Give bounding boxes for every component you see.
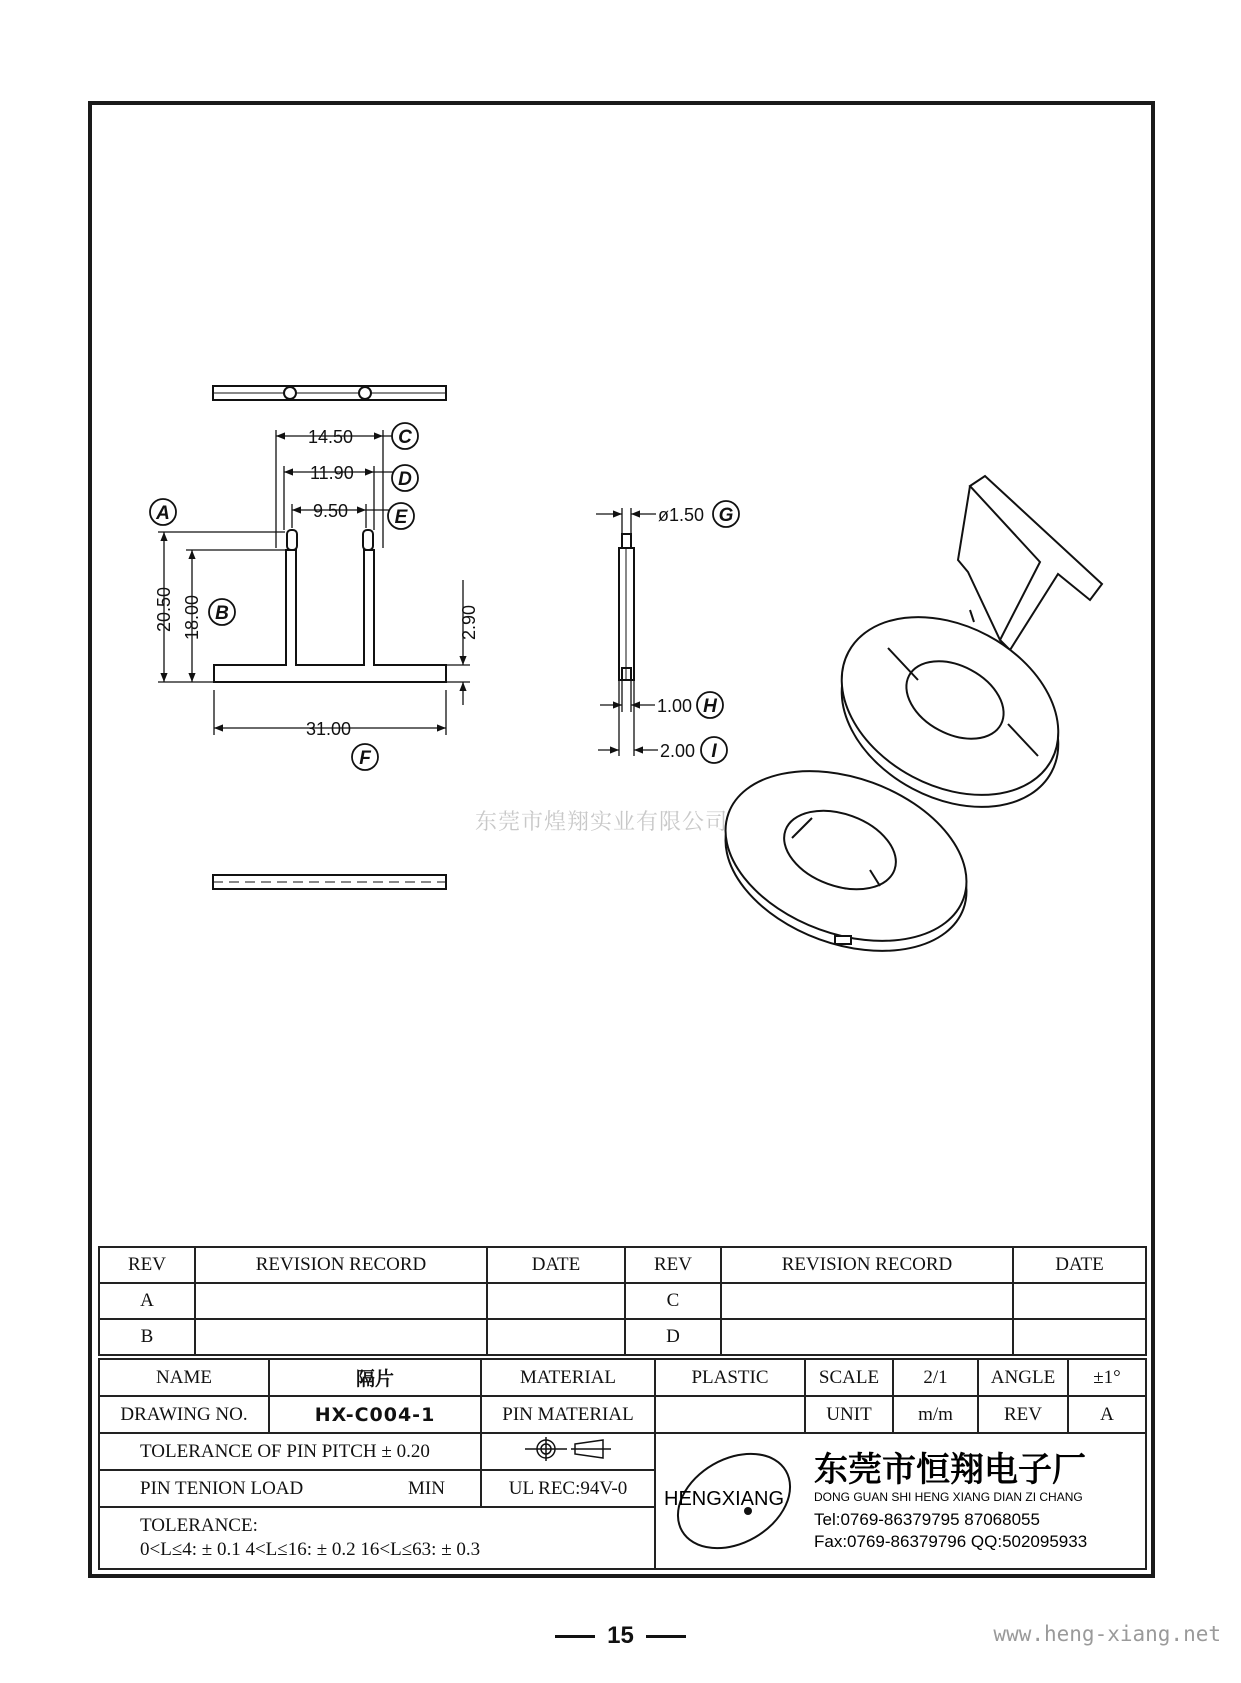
pin-tension-unit: MIN [408,1477,445,1499]
dim-1-00: 1.00 [657,696,693,716]
angle-label: ANGLE [978,1359,1068,1396]
drawing-no-value: HX-C004-1 [269,1396,481,1433]
rev-value: A [1068,1396,1146,1433]
rev-row-b: B [99,1319,195,1355]
callout-g: G [718,505,734,526]
callout-a: A [156,503,170,524]
rev-row-d: D [625,1319,721,1355]
date-cell [1013,1283,1146,1319]
dim-20-50: 20.50 [154,586,174,632]
company-name-pinyin: DONG GUAN SHI HENG XIANG DIAN ZI CHANG [814,1490,1083,1504]
ul-rec: UL REC:94V-0 [481,1470,655,1507]
rev-header-right: REV [625,1247,721,1283]
unit-value: m/m [893,1396,978,1433]
callout-d: D [398,469,412,490]
callout-b: B [215,603,229,624]
front-view-outline [214,550,446,682]
pin-tension-row [99,1470,481,1507]
callout-e: E [394,507,408,528]
callout-i: I [711,741,717,762]
tolerance-values: 0<L≤4: ± 0.1 4<L≤16: ± 0.2 16<L≤63: ± 0.3 [140,1539,481,1560]
material-label: MATERIAL [481,1359,655,1396]
callout-h: H [703,696,717,717]
logo-text: HENGXIANG [664,1488,785,1510]
record-cell [721,1319,1013,1355]
callout-c: C [398,427,412,448]
title-block [98,1358,1147,1570]
dash-left [555,1635,595,1638]
record-cell [195,1319,487,1355]
scale-value: 2/1 [893,1359,978,1396]
record-cell [721,1283,1013,1319]
angle-value: ±1° [1068,1359,1146,1396]
date-cell [487,1319,625,1355]
pin-material-value [655,1396,805,1433]
name-value: 隔片 [269,1359,481,1396]
dim-2-90: 2.90 [459,604,479,640]
dim-2-00: 2.00 [660,741,696,761]
dim-31-00: 31.00 [306,719,352,739]
date-cell [487,1283,625,1319]
dim-11-90: 11.90 [310,463,354,483]
date-cell [1013,1319,1146,1355]
dim-14-50: 14.50 [308,427,354,447]
dash-right [646,1635,686,1638]
company-name-cn: 东莞市恒翔电子厂 [814,1451,1086,1489]
dim-dia-1-50: ø1.50 [658,505,705,525]
company-fax: Fax:0769-86379796 QQ:502095933 [814,1532,1088,1551]
drawing-no-label: DRAWING NO. [99,1396,269,1433]
revision-table [98,1246,1147,1356]
third-angle-projection-icon [523,1436,613,1462]
rev-label: REV [978,1396,1068,1433]
name-label: NAME [99,1359,269,1396]
page-number-text: 15 [607,1622,634,1649]
rev-row-a: A [99,1283,195,1319]
callout-f: F [359,748,371,769]
pin-tension-label: PIN TENION LOAD [140,1477,304,1499]
record-header-right: REVISION RECORD [721,1247,1013,1283]
company-tel: Tel:0769-86379795 87068055 [814,1510,1040,1529]
watermark-text: 东莞市煌翔实业有限公司 [475,810,729,835]
date-header-left: DATE [487,1247,625,1283]
bottom-view [213,875,446,889]
unit-label: UNIT [805,1396,893,1433]
date-header-right: DATE [1013,1247,1146,1283]
tolerance-label: TOLERANCE: [140,1515,258,1537]
scale-label: SCALE [805,1359,893,1396]
dim-18-00: 18.00 [182,594,202,640]
projection-symbol [481,1433,655,1470]
record-cell [195,1283,487,1319]
top-view [213,386,446,400]
dim-9-50: 9.50 [313,501,349,521]
isometric-view [702,476,1102,982]
rev-row-c: C [625,1283,721,1319]
side-view [619,534,634,680]
pin-pitch-tolerance: TOLERANCE OF PIN PITCH ± 0.20 [99,1433,481,1470]
tolerance-block [99,1507,655,1569]
pin-material-label: PIN MATERIAL [481,1396,655,1433]
company-block [655,1433,1146,1569]
record-header-left: REVISION RECORD [195,1247,487,1283]
rev-header-left: REV [99,1247,195,1283]
material-value: PLASTIC [655,1359,805,1396]
website-watermark: www.heng-xiang.net [993,1622,1221,1646]
